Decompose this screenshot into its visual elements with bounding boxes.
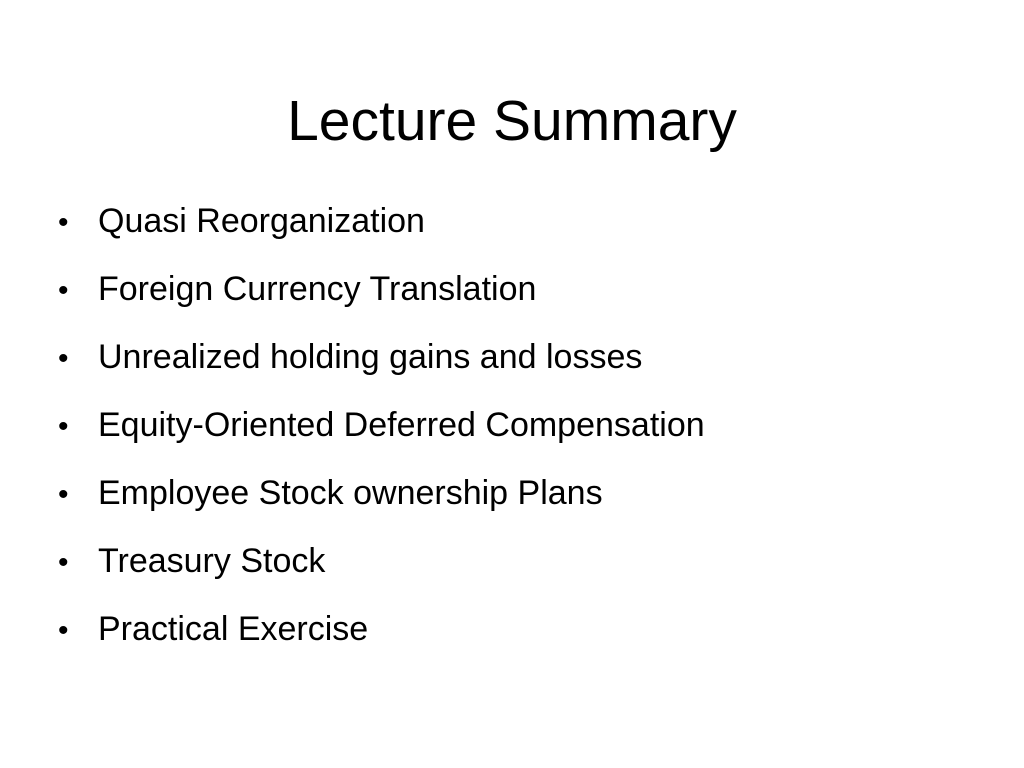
bullet-icon: • (58, 546, 69, 579)
list-item (58, 188, 978, 256)
bullet-icon: • (58, 614, 69, 647)
bullet-icon: • (58, 206, 69, 239)
list-item (58, 528, 978, 596)
list-item (58, 324, 978, 392)
bullet-icon: • (58, 342, 69, 375)
list-item-label: Employee Stock ownership Plans (98, 474, 603, 512)
list-item-label: Treasury Stock (98, 542, 326, 580)
bullet-icon: • (58, 274, 69, 307)
bullet-list (58, 188, 978, 664)
list-item (58, 256, 978, 324)
list-item (58, 392, 978, 460)
page-title: Lecture Summary (287, 89, 737, 154)
list-item-label: Unrealized holding gains and losses (98, 338, 643, 376)
bullet-icon: • (58, 478, 69, 511)
list-item-label: Equity-Oriented Deferred Compensation (98, 406, 705, 444)
bullet-icon: • (58, 410, 69, 443)
list-item-label: Practical Exercise (98, 610, 369, 648)
list-item-label: Foreign Currency Translation (98, 270, 537, 308)
list-item (58, 460, 978, 528)
list-item-label: Quasi Reorganization (98, 202, 425, 240)
list-item (58, 596, 978, 664)
